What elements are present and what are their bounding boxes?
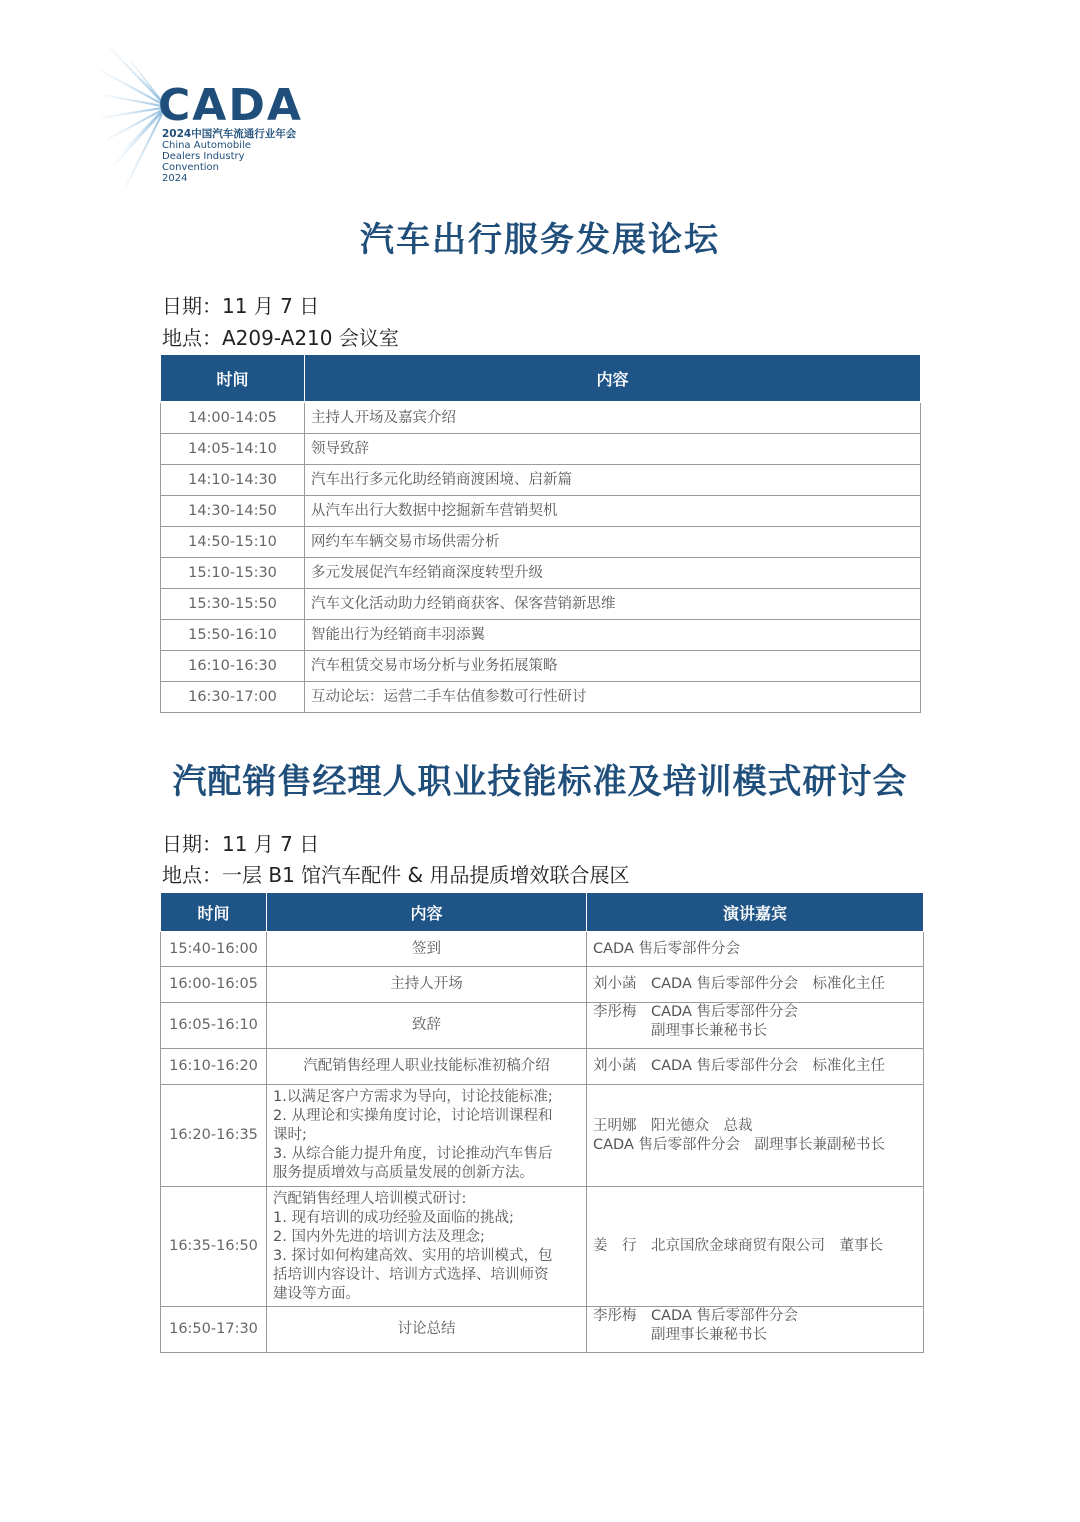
table-row [161,1085,924,1187]
content-cell: 互动论坛：运营二手车估值参数可行性研讨 [305,682,921,713]
header-time: 时间 [161,893,267,932]
time-cell: 15:40-16:00 [161,932,267,967]
content-cell: 领导致辞 [305,434,921,465]
table-row [161,496,921,527]
content-cell [267,967,587,1003]
content-line: 签到 [412,940,441,957]
time-cell: 16:35-16:50 [161,1187,267,1307]
forum2-schedule-table [160,892,924,1353]
time-cell: 16:10-16:20 [161,1049,267,1085]
content-line: 括培训内容设计、培训方式选择、培训师资 [273,1266,549,1283]
content-cell [267,1187,587,1307]
speaker-line: 刘小菡 CADA 售后零部件分会 标准化主任 [593,1058,885,1074]
logo-wordmark: CADA [158,80,303,131]
time-cell: 16:00-16:05 [161,967,267,1003]
speaker-line: 李彤梅 CADA 售后零部件分会 [593,1004,798,1020]
header-content: 内容 [267,893,587,932]
forum2-date: 日期：11 月 7 日 [162,832,320,856]
table-header-row [161,893,924,932]
content-line: 1.以满足客户方需求为导向，讨论技能标准; [273,1089,553,1105]
speaker-cell [587,1049,924,1085]
speaker-cell [587,1003,924,1049]
content-cell: 网约车车辆交易市场供需分析 [305,527,921,558]
header-content: 内容 [305,355,921,403]
time-cell: 14:30-14:50 [161,496,305,527]
content-cell: 多元发展促汽车经销商深度转型升级 [305,558,921,589]
speaker-cell [587,967,924,1003]
content-line: 讨论总结 [397,1321,456,1337]
content-line: 3. 探讨如何构建高效、实用的培训模式，包 [273,1247,553,1264]
header-speaker: 演讲嘉宾 [587,893,924,932]
content-cell [267,1085,587,1187]
content-cell: 主持人开场及嘉宾介绍 [305,402,921,434]
speaker-line: 副理事长兼秘书长 [593,1327,767,1343]
content-line: 2. 国内外先进的培训方法及理念; [273,1228,485,1245]
content-line: 建设等方面。 [273,1285,360,1302]
speaker-line: CADA 售后零部件分会 副理事长兼副秘书长 [593,1136,885,1153]
table-row [161,402,921,434]
speaker-cell [587,932,924,967]
speaker-cell [587,1307,924,1353]
time-cell: 15:30-15:50 [161,589,305,620]
speaker-cell [587,1187,924,1307]
speaker-cell [587,1085,924,1187]
forum1-date: 日期：11 月 7 日 [162,294,320,318]
speaker-line: 李彤梅 CADA 售后零部件分会 [593,1308,798,1324]
content-line: 2. 从理论和实操角度讨论，讨论培训课程和 [273,1108,553,1124]
time-cell: 15:10-15:30 [161,558,305,589]
content-line: 3. 从综合能力提升角度，讨论推动汽车售后 [273,1146,553,1162]
content-cell [267,1049,587,1085]
forum1-schedule-table [160,354,921,713]
table-header-row [161,355,921,403]
table-row [161,558,921,589]
content-line: 汽配销售经理人培训模式研讨: [273,1190,467,1207]
table-row [161,932,924,967]
content-line: 服务提质增效与高质量发展的创新方法。 [273,1165,534,1181]
time-cell: 14:05-14:10 [161,434,305,465]
content-cell: 汽车出行多元化助经销商渡困境、启新篇 [305,465,921,496]
cada-logo [100,40,330,200]
speaker-line: 刘小菡 CADA 售后零部件分会 标准化主任 [593,976,885,992]
forum1-venue: 地点：A209-A210 会议室 [162,326,399,350]
forum2-venue: 地点：一层 B1 馆汽车配件 & 用品提质增效联合展区 [162,863,630,887]
table-row [161,1003,924,1049]
content-line: 1. 现有培训的成功经验及面临的挑战; [273,1209,514,1226]
content-line: 课时; [273,1127,307,1143]
speaker-line: CADA 售后零部件分会 [593,940,740,957]
table-row [161,527,921,558]
time-cell: 16:05-16:10 [161,1003,267,1049]
table-row [161,465,921,496]
time-cell: 16:30-17:00 [161,682,305,713]
table-row [161,1187,924,1307]
table-row [161,434,921,465]
content-cell: 汽车文化活动助力经销商获客、保客营销新思维 [305,589,921,620]
content-cell [267,1307,587,1353]
content-cell: 从汽车出行大数据中挖掘新车营销契机 [305,496,921,527]
table-row [161,682,921,713]
content-line: 汽配销售经理人职业技能标准初稿介绍 [303,1058,550,1074]
table-row [161,1307,924,1353]
time-cell: 14:10-14:30 [161,465,305,496]
time-cell: 14:00-14:05 [161,402,305,434]
content-cell: 汽车租赁交易市场分析与业务拓展策略 [305,651,921,682]
content-cell [267,932,587,967]
speaker-line: 姜 行 北京国欣金球商贸有限公司 董事长 [593,1238,883,1254]
content-line: 主持人开场 [390,976,463,992]
time-cell: 15:50-16:10 [161,620,305,651]
content-line: 致辞 [412,1017,441,1033]
table-row [161,1049,924,1085]
forum1-title: 汽车出行服务发展论坛 [360,220,720,260]
table-row [161,589,921,620]
forum2-title: 汽配销售经理人职业技能标准及培训模式研讨会 [172,762,908,802]
table-row [161,967,924,1003]
time-cell: 16:50-17:30 [161,1307,267,1353]
speaker-line: 王明娜 阳光德众 总裁 [593,1117,753,1134]
content-cell: 智能出行为经销商丰羽添翼 [305,620,921,651]
time-cell: 16:10-16:30 [161,651,305,682]
logo-text: 2024中国汽车流通行业年会 China Automobile Dealers Industry Convention 2024 [162,128,297,184]
table-row [161,620,921,651]
time-cell: 14:50-15:10 [161,527,305,558]
speaker-line: 副理事长兼秘书长 [593,1023,767,1039]
table-row [161,651,921,682]
header-time: 时间 [161,355,305,403]
content-cell [267,1003,587,1049]
time-cell: 16:20-16:35 [161,1085,267,1187]
